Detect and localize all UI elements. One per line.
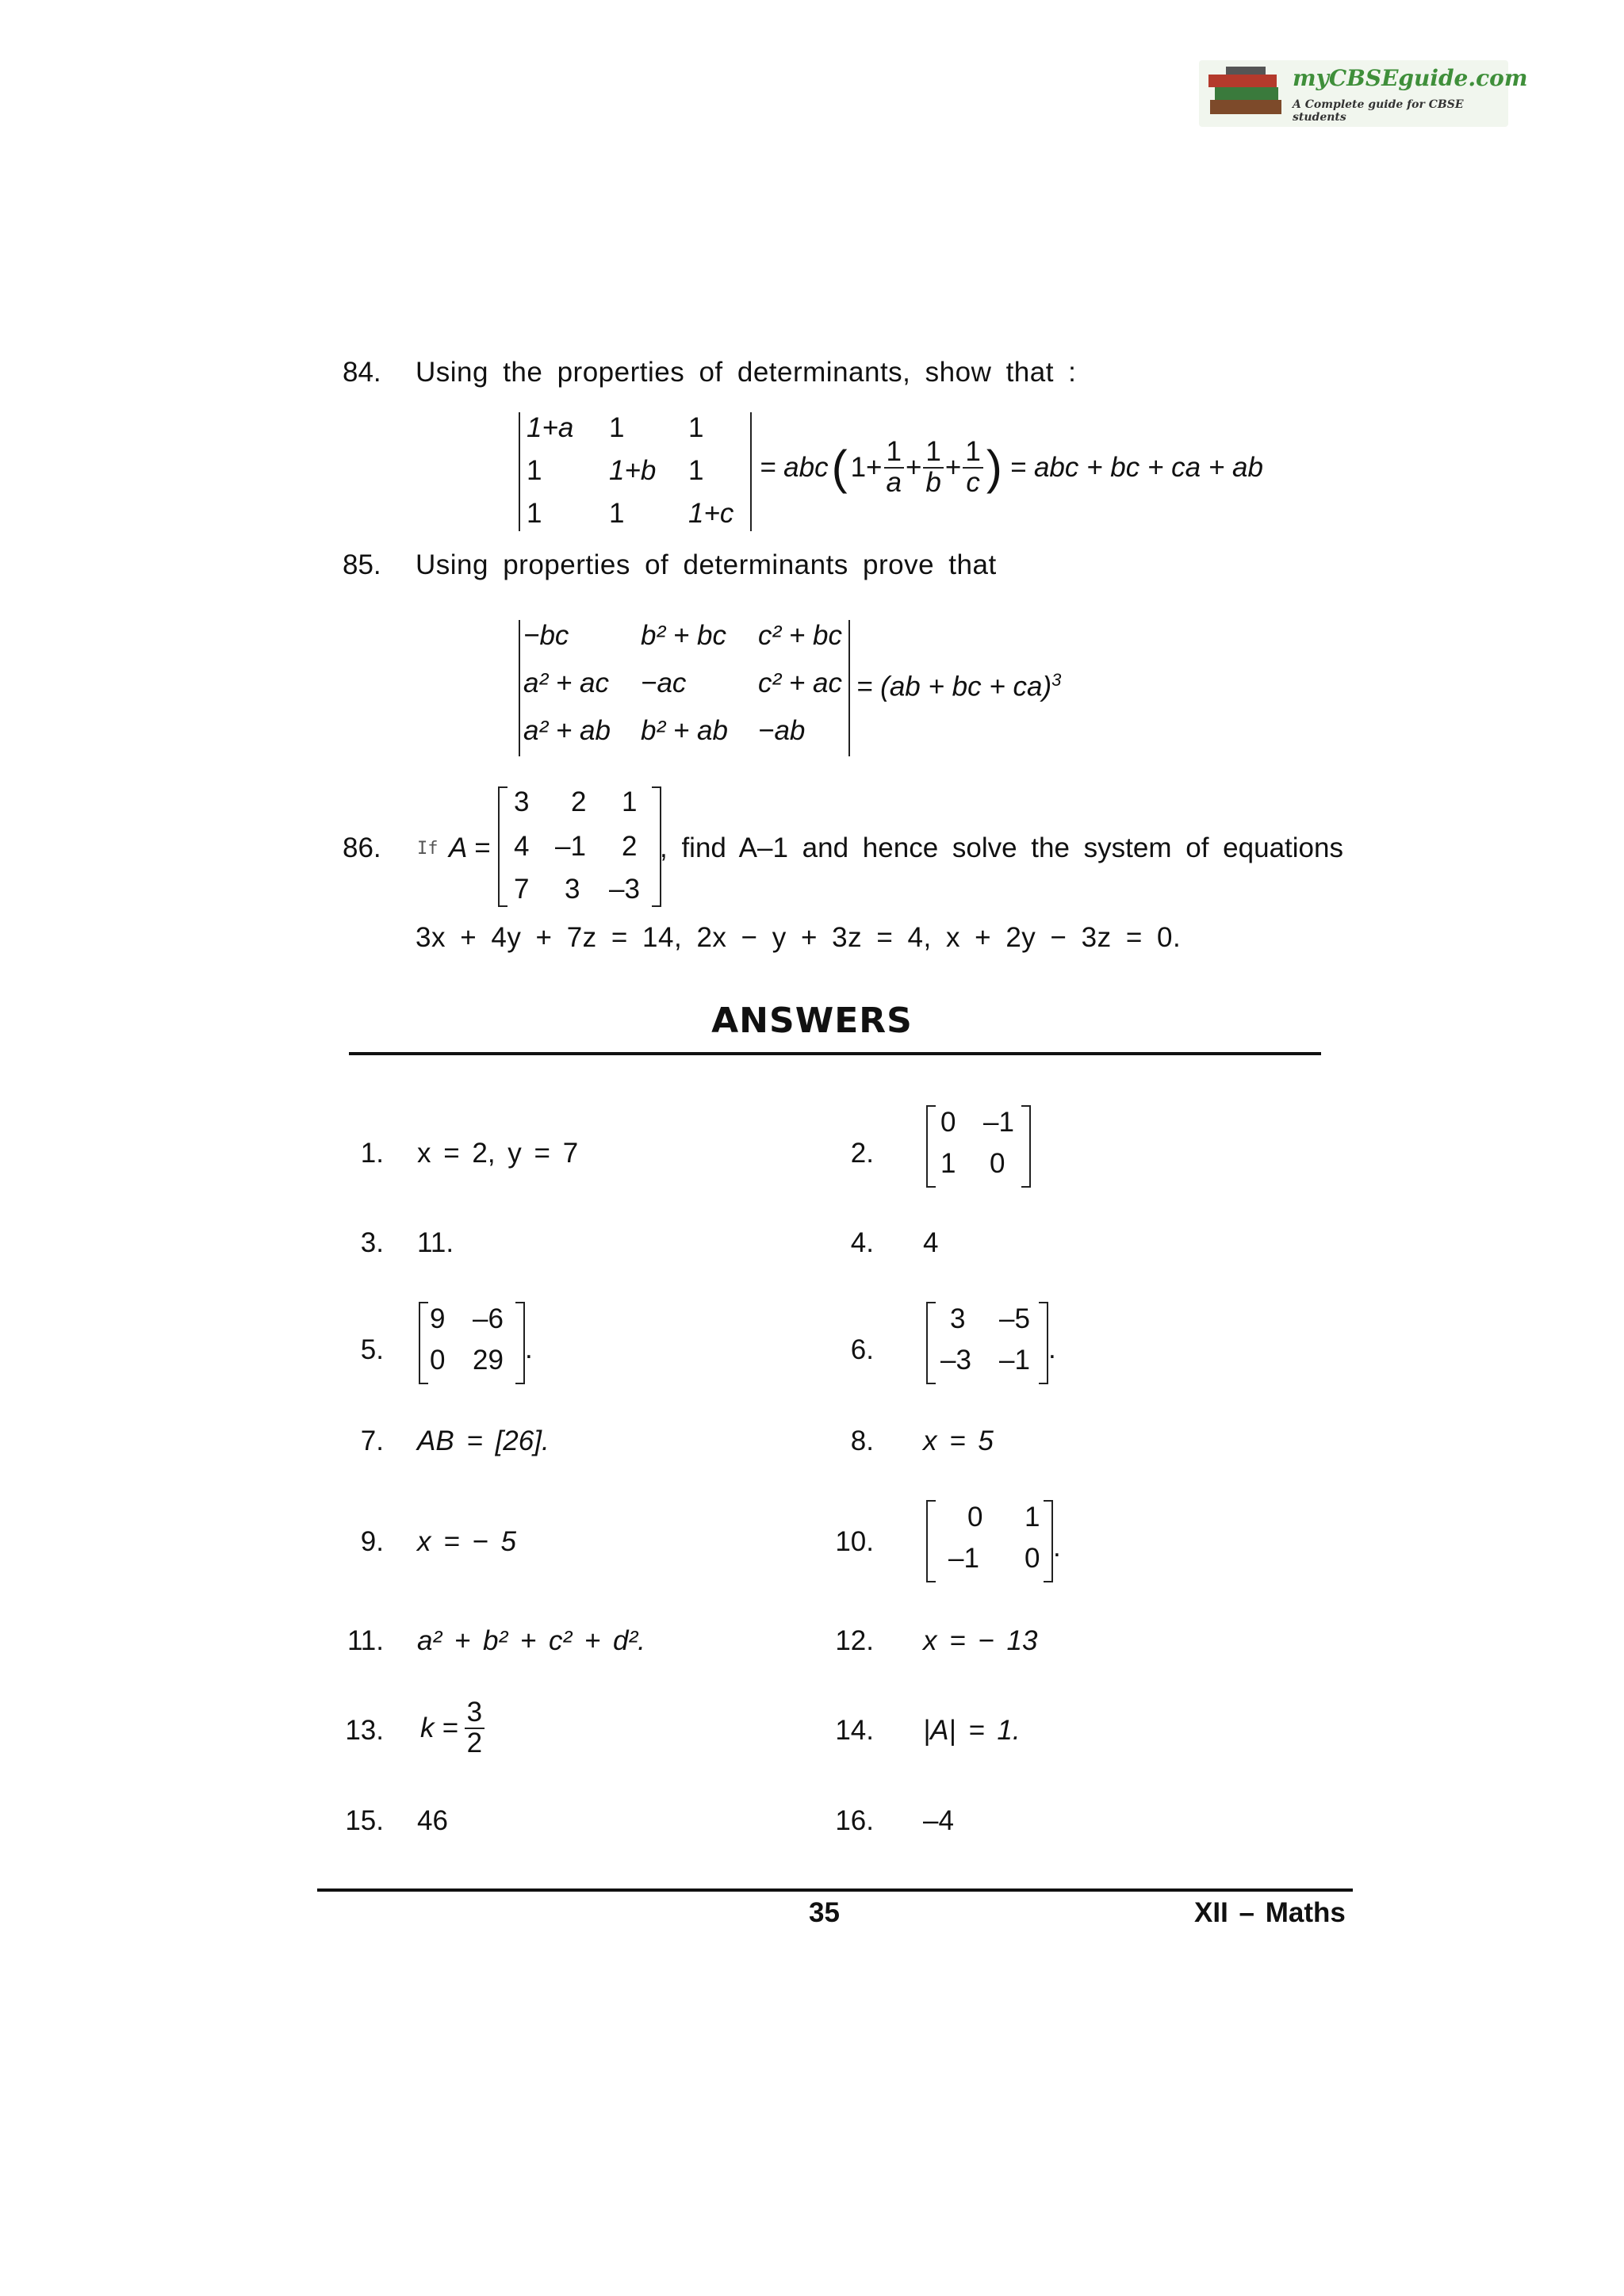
det-cell: 1 <box>527 498 542 529</box>
question-number: 85. <box>343 549 381 580</box>
answer-number: 15. <box>345 1805 384 1836</box>
divider <box>349 1052 1321 1055</box>
question-text: Using properties of determinants prove that <box>416 549 997 580</box>
answer-text: AB = [26]. <box>417 1425 550 1456</box>
answer-number: 7. <box>360 1425 384 1456</box>
fraction: $\frac{1}{c}$ <box>963 438 982 498</box>
answer-text: |A| = 1. <box>923 1715 1021 1746</box>
det-cell: 1 <box>609 498 625 529</box>
if-word: If <box>417 839 439 859</box>
answer-text: 11. <box>417 1227 454 1258</box>
answer-number: 4. <box>850 1227 874 1258</box>
answers-title: ANSWERS <box>711 1001 913 1041</box>
answer-number: 10. <box>835 1526 874 1557</box>
footer-divider <box>317 1888 1353 1892</box>
footer-subject: XII – Maths <box>1194 1897 1346 1928</box>
question-number: 84. <box>343 357 381 388</box>
fraction: $\frac{1}{b}$ <box>923 438 943 498</box>
page-number: 35 <box>809 1897 840 1928</box>
det-cell: c² + ac <box>758 668 843 698</box>
answer-number: 5. <box>360 1334 384 1365</box>
det-cell: 1 <box>609 412 625 443</box>
answer-number: 8. <box>850 1425 874 1456</box>
det-cell: c² + bc <box>758 620 843 651</box>
rhs-prefix: = abc <box>760 451 829 483</box>
det-cell: 1+c <box>688 498 734 529</box>
answer-text: 4 <box>923 1227 939 1258</box>
matrix-cell: 4 <box>514 831 530 862</box>
answer-number: 2. <box>850 1138 874 1169</box>
det-cell: a² + ac <box>523 668 609 698</box>
rhs-suffix: = abc + bc + ca + ab <box>1009 451 1263 483</box>
answer-text: x = 2, y = 7 <box>417 1138 579 1169</box>
matrix-cell: 1 <box>622 786 638 817</box>
det-cell: −ab <box>758 715 806 746</box>
answer-number: 3. <box>360 1227 384 1258</box>
matrix-cell: 3 <box>565 874 580 905</box>
matrix-cell: 2 <box>622 831 638 862</box>
matrix-cell: 7 <box>514 874 530 905</box>
det-cell: −bc <box>523 620 569 651</box>
det-cell: −ac <box>641 668 687 698</box>
matrix-label: A = <box>449 832 491 863</box>
answer-text: x = − 5 <box>417 1526 517 1557</box>
answer-text: 46 <box>417 1805 448 1836</box>
det-cell: b² + ab <box>641 715 728 746</box>
question-text: , find A–1 and hence solve the system of equations <box>660 832 1343 863</box>
rhs-expression: = (ab + bc + ca)$^3$ <box>856 670 1062 702</box>
fraction: $\frac{1}{a}$ <box>884 438 904 498</box>
logo-tagline: A Complete guide for CBSE students <box>1293 98 1464 124</box>
matrix-cell: 3 <box>514 786 530 817</box>
logo <box>1199 60 1528 127</box>
det-cell: 1 <box>527 455 542 486</box>
det-cell: 1+a <box>527 412 574 443</box>
logo-brand: myCBSEguide.com <box>1293 65 1528 91</box>
answer-number: 14. <box>835 1715 874 1746</box>
question-number: 86. <box>343 832 381 863</box>
answer-text: a² + b² + c² + d². <box>417 1625 645 1656</box>
answer-text: –4 <box>923 1805 954 1836</box>
question-text: Using the properties of determinants, show that : <box>416 357 1077 388</box>
matrix-cell: –3 <box>609 874 640 905</box>
answer-text: x = 5 <box>923 1425 994 1456</box>
matrix-cell: 2 <box>571 786 587 817</box>
rhs-expression: = abc ( 1+ $\frac{1}{a}$ + $\frac{1}{b}$ + $\frac{1}{c}$ ) = abc + bc + ca + ab <box>760 436 1263 498</box>
det-cell: 1 <box>688 455 704 486</box>
matrix-cell: –1 <box>555 831 586 862</box>
det-cell: a² + ab <box>523 715 611 746</box>
rhs-open: 1+ <box>850 451 883 483</box>
det-cell: 1+b <box>609 455 657 486</box>
answer-number: 9. <box>360 1526 384 1557</box>
answer-expression: k = $\frac{3}{2}$ <box>420 1698 486 1758</box>
fraction: $\frac{3}{2}$ <box>465 1698 485 1758</box>
answer-number: 1. <box>360 1138 384 1169</box>
answer-number: 16. <box>835 1805 874 1836</box>
answer-text: x = − 13 <box>923 1625 1038 1656</box>
answer-number: 12. <box>835 1625 874 1656</box>
det-cell: 1 <box>688 412 704 443</box>
answer-number: 13. <box>345 1715 384 1746</box>
equations: 3x + 4y + 7z = 14, 2x − y + 3z = 4, x + 2y − 3z = 0. <box>416 922 1182 953</box>
books-icon <box>1202 63 1289 124</box>
answer-number: 6. <box>850 1334 874 1365</box>
answer-number: 11. <box>347 1625 384 1656</box>
det-cell: b² + bc <box>641 620 726 651</box>
